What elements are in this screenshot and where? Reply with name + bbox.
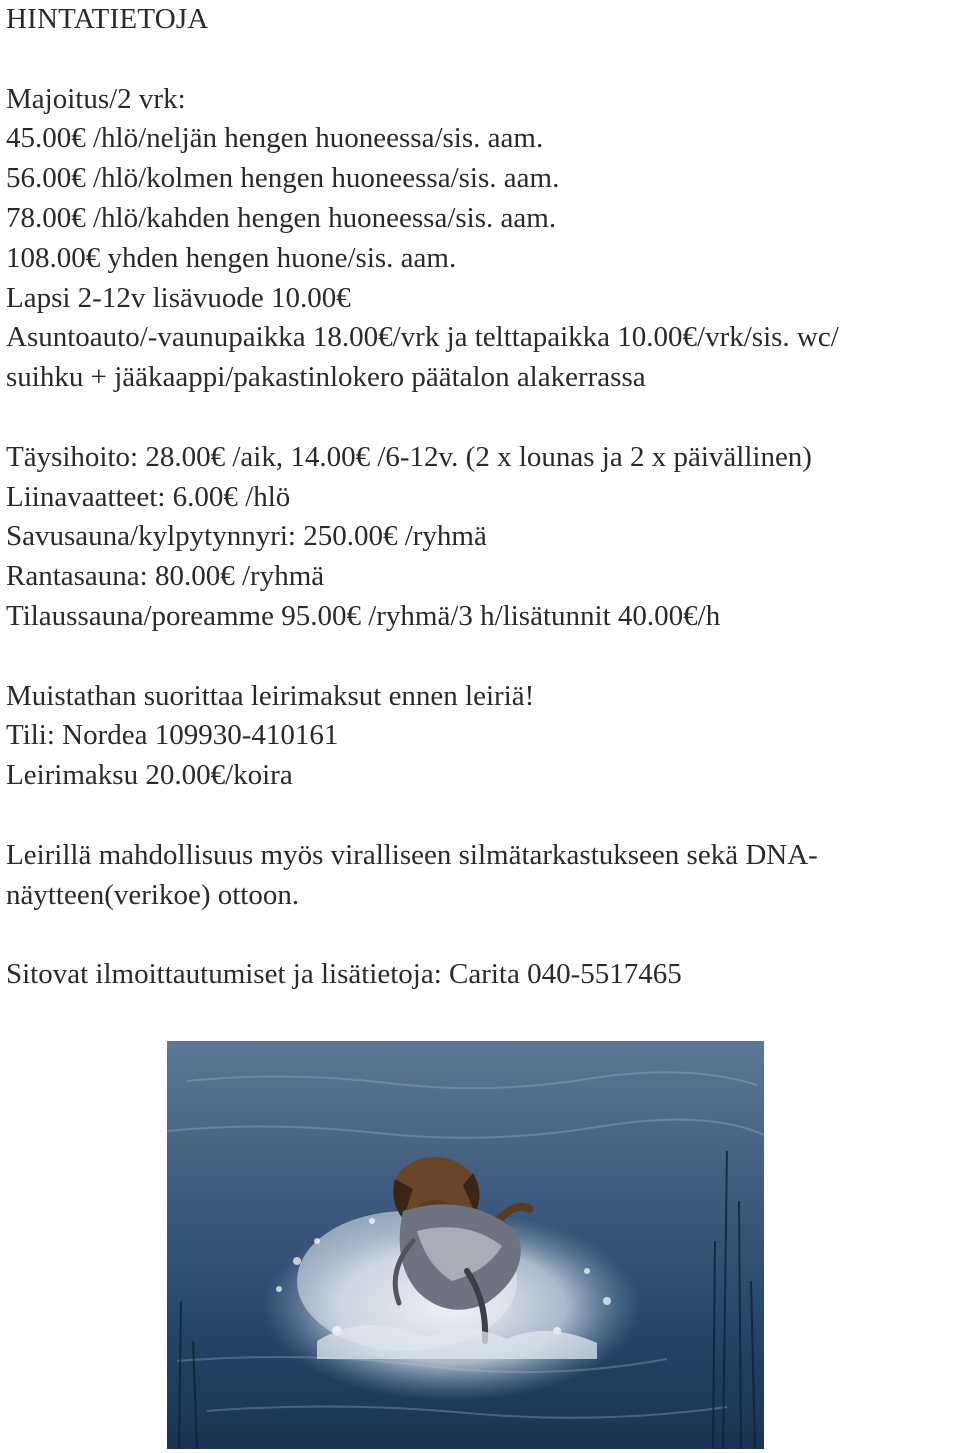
spacer xyxy=(6,796,956,836)
spacer xyxy=(6,637,956,677)
document-title: HINTATIETOJA xyxy=(6,3,209,35)
spacer xyxy=(6,40,956,80)
testing-section xyxy=(6,836,956,916)
price-document xyxy=(6,0,956,995)
photo-illustration xyxy=(167,1041,764,1449)
service-line: Liinavaatteet: 6.00€ /hlö xyxy=(6,480,291,513)
service-line: Täysihoito: 28.00€ /aik, 14.00€ /6-12v. (2 x lounas ja 2 x päivällinen) xyxy=(6,440,812,473)
service-line: Rantasauna: 80.00€ /ryhmä xyxy=(6,560,325,593)
accommodation-line: 56.00€ /hlö/kolmen hengen huoneessa/sis. aam. xyxy=(6,162,560,195)
accommodation-line: 108.00€ yhden hengen huone/sis. aam. xyxy=(6,241,457,274)
service-line: Tilaussauna/poreamme 95.00€ /ryhmä/3 h/lisätunnit 40.00€/h xyxy=(6,599,721,632)
testing-line: näytteen(verikoe) ottoon. xyxy=(6,878,300,911)
contact-line: Sitovat ilmoittautumiset ja lisätietoja: Carita 040-5517465 xyxy=(6,958,682,991)
testing-line: Leirillä mahdollisuus myös viralliseen silmätarkastukseen sekä DNA- xyxy=(6,838,818,871)
accommodation-heading: Majoitus/2 vrk: xyxy=(6,82,186,115)
accommodation-line: suihku + jääkaappi/pakastinlokero päätalon alakerrassa xyxy=(6,361,646,394)
service-line: Savusauna/kylpytynnyri: 250.00€ /ryhmä xyxy=(6,520,487,553)
spacer xyxy=(6,915,956,955)
accommodation-section xyxy=(6,80,956,398)
payment-line: Muistathan suorittaa leirimaksut ennen leiriä! xyxy=(6,679,535,712)
payment-line: Tili: Nordea 109930-410161 xyxy=(6,719,339,752)
payment-section xyxy=(6,677,956,796)
accommodation-line: Lapsi 2-12v lisävuode 10.00€ xyxy=(6,281,351,314)
accommodation-line: Asuntoauto/-vaunupaikka 18.00€/vrk ja telttapaikka 10.00€/vrk/sis. wc/ xyxy=(6,321,839,354)
services-section xyxy=(6,438,956,637)
dog-retrieving-bird-photo xyxy=(167,1041,764,1449)
accommodation-line: 45.00€ /hlö/neljän hengen huoneessa/sis. aam. xyxy=(6,122,544,155)
payment-line: Leirimaksu 20.00€/koira xyxy=(6,759,293,792)
accommodation-line: 78.00€ /hlö/kahden hengen huoneessa/sis. aam. xyxy=(6,201,557,234)
spacer xyxy=(6,398,956,438)
